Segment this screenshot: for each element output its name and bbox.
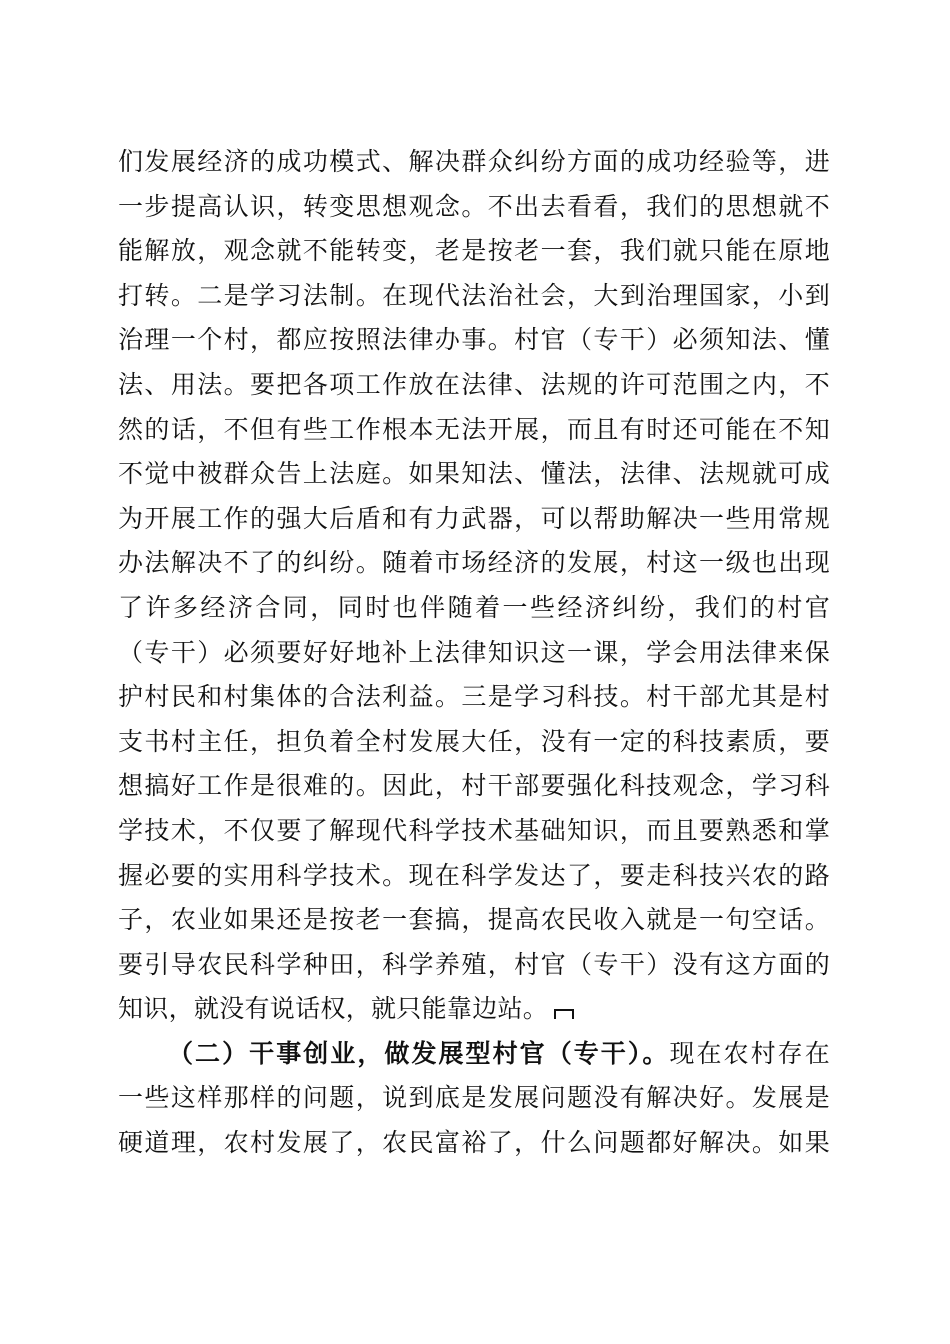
text-line: 护村民和村集体的合法利益。三是学习科技。村干部尤其是村 [118, 682, 830, 712]
text-line: 打转。二是学习法制。在现代法治社会，大到治理国家，小到 [118, 280, 830, 310]
text-line: 治理一个村，都应按照法律办事。村官（专干）必须知法、懂 [118, 325, 830, 355]
text-line: 想搞好工作是很难的。因此，村干部要强化科技观念，学习科 [118, 771, 830, 801]
text-line: 不觉中被群众告上法庭。如果知法、懂法，法律、法规就可成 [118, 459, 830, 489]
text-line: 握必要的实用科学技术。现在科学发达了，要走科技兴农的路 [118, 860, 830, 890]
text-line-content: 知识，就没有说话权，就只能靠边站。 [118, 994, 549, 1024]
text-line: 硬道理，农村发展了，农民富裕了，什么问题都好解决。如果 [118, 1128, 830, 1158]
paragraph-mark-icon [554, 1009, 574, 1019]
text-line: 为开展工作的强大后盾和有力武器，可以帮助解决一些用常规 [118, 503, 830, 533]
text-line: 要引导农民科学种田，科学养殖，村官（专干）没有这方面的 [118, 949, 830, 979]
text-line: 们发展经济的成功模式、解决群众纠纷方面的成功经验等，进 [118, 147, 830, 176]
text-line: 了许多经济合同，同时也伴随着一些经济纠纷，我们的村官 [118, 592, 830, 622]
text-line: 学技术，不仅要了解现代科学技术基础知识，而且要熟悉和掌 [118, 815, 830, 845]
section-heading-line [118, 1032, 830, 1077]
body-text [118, 140, 830, 1166]
text-line: （专干）必须要好好地补上法律知识这一课，学会用法律来保 [118, 637, 830, 667]
text-line: 办法解决不了的纠纷。随着市场经济的发展，村这一级也出现 [118, 548, 830, 578]
text-line: 然的话，不但有些工作根本无法开展，而且有时还可能在不知 [118, 414, 830, 444]
text-line: 支书村主任，担负着全村发展大任，没有一定的科技素质，要 [118, 726, 830, 756]
text-line: 一步提高认识，转变思想观念。不出去看看，我们的思想就不 [118, 191, 830, 221]
text-line: 子，农业如果还是按老一套搞，提高农民收入就是一句空话。 [118, 905, 830, 935]
section-heading: （二）干事创业，做发展型村官（专干）。 [168, 1038, 670, 1068]
text-line: 一些这样那样的问题，说到底是发展问题没有解决好。发展是 [118, 1083, 830, 1113]
text-line: 能解放，观念就不能转变，老是按老一套，我们就只能在原地 [118, 236, 830, 266]
section-heading-tail: 现在农村存在 [669, 1038, 831, 1068]
text-line: 法、用法。要把各项工作放在法律、法规的许可范围之内，不 [118, 369, 830, 399]
text-line [118, 987, 830, 1032]
